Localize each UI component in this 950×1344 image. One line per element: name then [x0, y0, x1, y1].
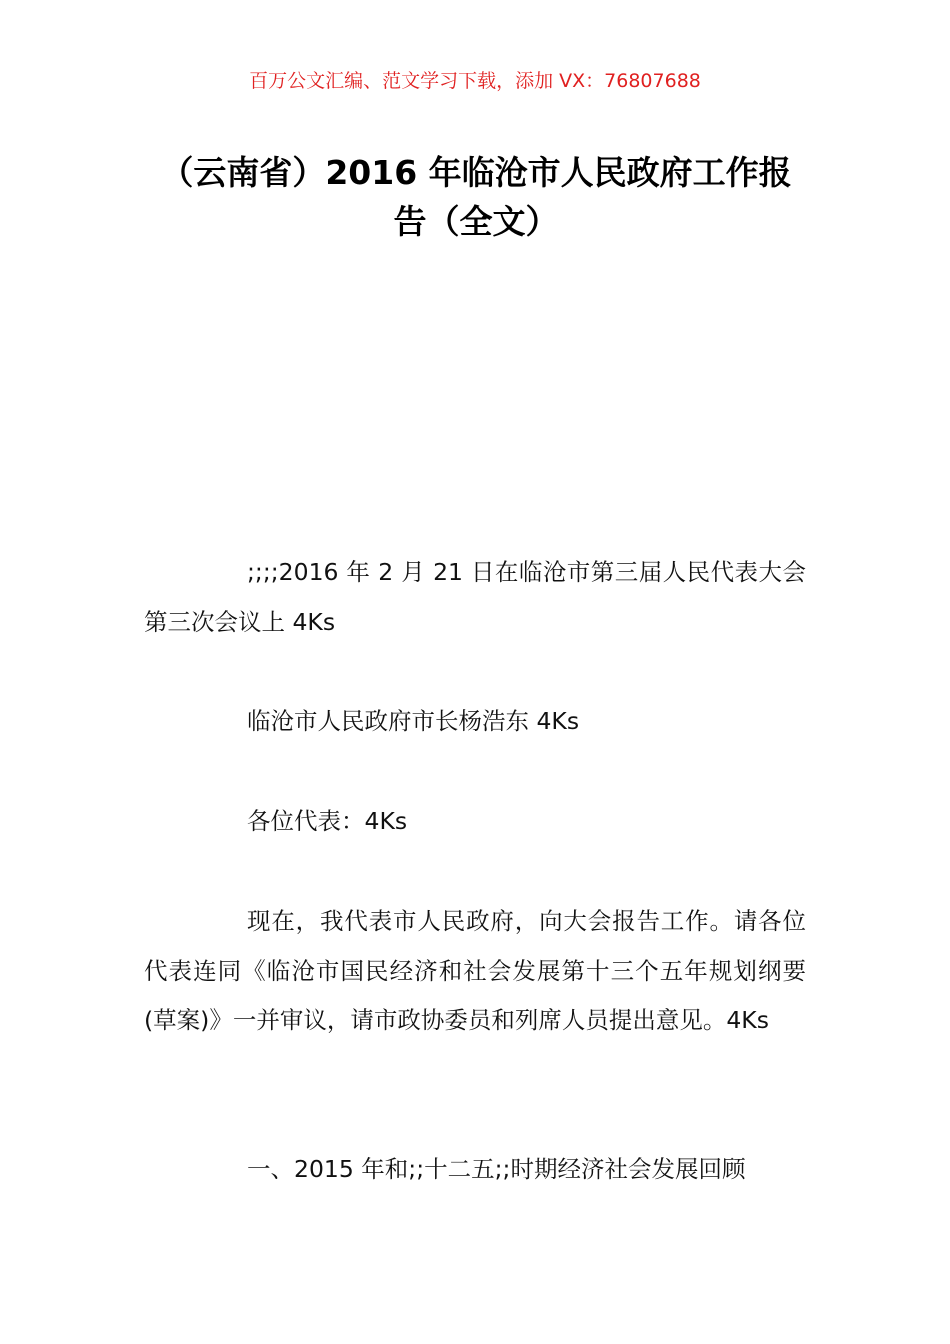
paragraph-intro: 现在，我代表市人民政府，向大会报告工作。请各位代表连同《临沧市国民经济和社会发展第十三个五年规划纲要(草案)》一并审议，请市政协委员和列席人员提出意见。4Ks — [144, 907, 806, 1034]
download-banner: 百万公文汇编、范文学习下载，添加 VX：76807688 — [249, 70, 701, 92]
paragraph-salutation: 各位代表：4Ks — [247, 807, 408, 835]
paragraph-meeting-info: ;;;;2016 年 2 月 21 日在临沧市第三届人民代表大会第三次会议上 4Ks — [144, 558, 806, 636]
paragraph-speaker: 临沧市人民政府市长杨浩东 4Ks — [247, 707, 580, 735]
document-title: （云南省）2016 年临沧市人民政府工作报告（全文） — [160, 153, 792, 241]
section-heading: 一、2015 年和;;十二五;;时期经济社会发展回顾 — [247, 1155, 746, 1183]
document-body — [144, 548, 806, 647]
